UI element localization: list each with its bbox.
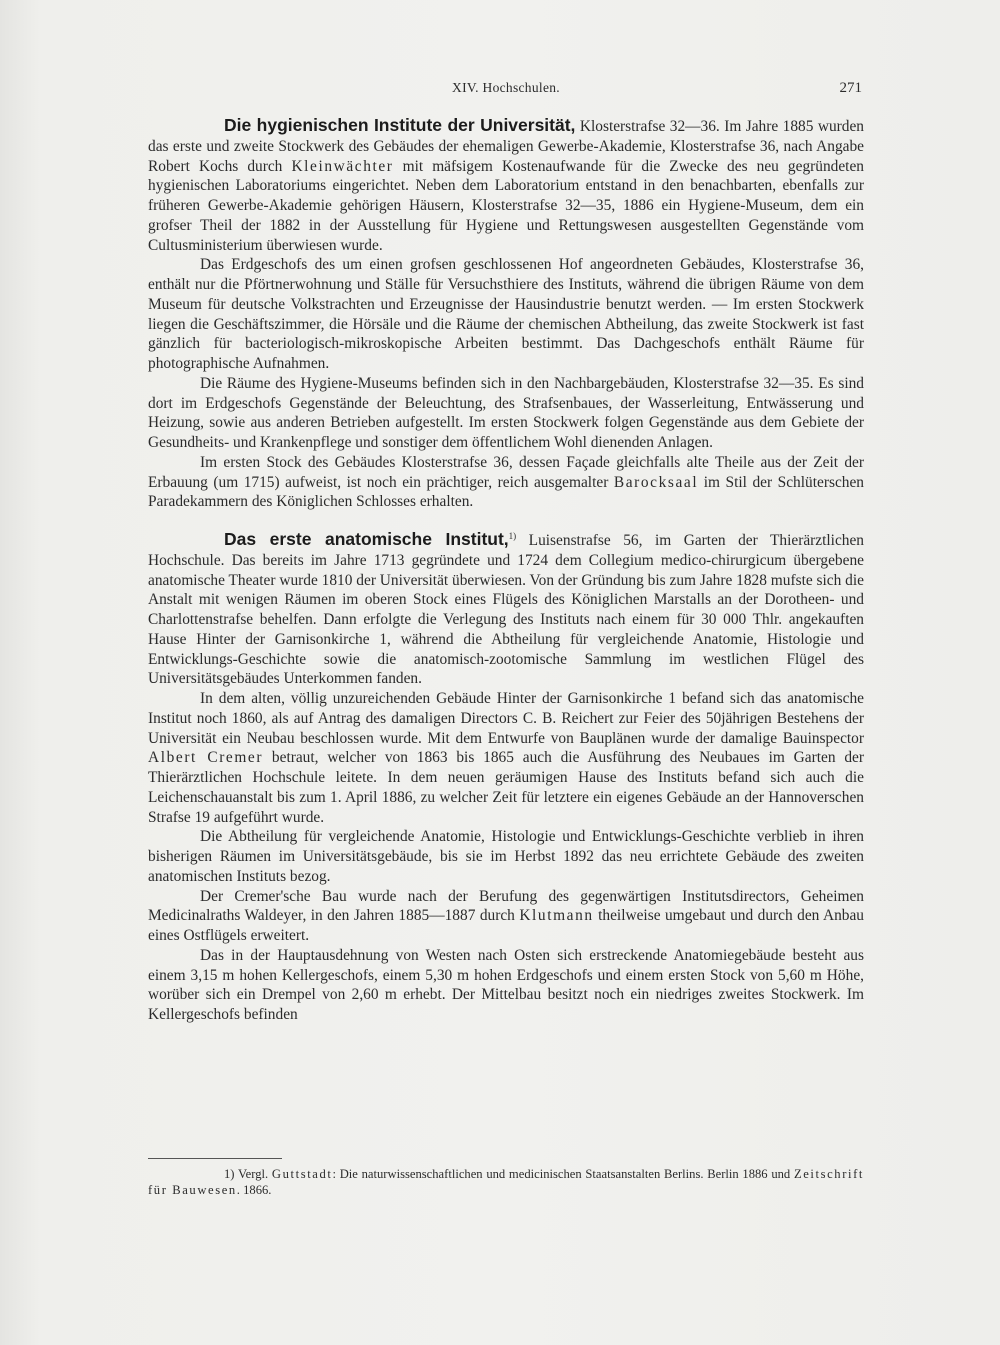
section1-paragraph-4 <box>148 453 864 512</box>
emphasized-name: Guttstadt <box>271 1167 333 1181</box>
text-run: Luisenstrafse 56, im Garten der Thierärztlichen Hochschule. Das bereits im Jahre 1713 gegründete und 1724 dem Collegium medico-chirurgicum übergebene anatomische Theater wurde 1810 der Universität überwiesen. Von der Gründung bis zum Jahre 1828 mufste sich die Anstalt mit wenigen Räumen im oberen Stock eines Flügels des Königlichen Marstalls an der Dorotheen- und Charlottenstrafse behelfen. Dann erfolgte die Verlegung des Instituts nach einem für 30 000 Thlr. angekauften Hause Hinter der Garnisonkirche 1, während die Abtheilung für vergleichende Anatomie, Histologie und Entwicklungs-Geschichte sowie die anatomisch-zootomische Sammlung im westlichen Flügel des Universitätsgebäudes Unterkommen fanden. <box>148 532 864 688</box>
text-run: . 1866. <box>236 1183 272 1197</box>
section1-paragraph-3: Die Räume des Hygiene-Museums befinden sich in den Nachbargebäuden, Klosterstrafse 32—35. Es sind dort im Erdgeschofs Gegenstände der Beleuchtung, des Strafsenbaues, der Wasserleitung, Entwässerung und Heizung, sowie aus anderen Betrieben aufgestellt. Im ersten Stockwerk folgen Gegenstände aus dem Gebiete der Gesundheits- und Krankenpflege und sonstiger dem öffentlichem Wohl dienenden Anlagen. <box>148 374 864 451</box>
section1-paragraph-2: Das Erdgeschofs des um einen grofsen geschlossenen Hof angeordneten Gebäudes, Klosterstrafse 36, enthält nur die Pförtnerwohnung und Ställe für Versuchsthiere des Instituts, während die übrigen Räume von dem Museum für deutsche Volkstrachten und Erzeugnisse der Hausindustrie benutzt werden. — Im ersten Stockwerk liegen die Geschäftszimmer, die Hörsäle und die Räume der chemischen Abtheilung, das zweite Stockwerk ist fast gänzlich für bacteriologisch-mikroskopische Arbeiten bestimmt. Das Dachgeschofs enthält Räume für photographische Aufnahmen. <box>148 256 864 372</box>
text-run: Der Cremer'sche Bau wurde nach der Berufung des gegenwärtigen Institutsdirectors, Geheimen Medicinalraths Waldeyer, in den Jahren 1885—1887 durch <box>148 887 864 925</box>
emphasized-name: Albert Cremer <box>148 749 264 767</box>
text-run: Klosterstrafse 32—36. Im Jahre 1885 wurden das erste und zweite Stockwerk des Gebäudes der ehemaligen Gewerbe-Akademie, Klosterstrafse 36, nach Angabe Robert Kochs durch <box>148 118 864 175</box>
footnote-divider <box>148 1158 282 1159</box>
emphasized-name: Klutmann <box>519 907 594 925</box>
text-run: Im ersten Stock des Gebäudes Klosterstrafse 36, dessen Façade gleichfalls alte Theile aus der Zeit der Erbauung (um 1715) aufweist, ist noch ein prächtiger, reich ausgemalter <box>148 453 864 491</box>
text-run: : Die naturwissenschaftlichen und medicinischen Staatsanstalten Berlins. Berlin 1886 und <box>332 1167 794 1181</box>
emphasized-title: Zeitschrift für Bauwesen <box>148 1167 864 1197</box>
section2-paragraph-5: Das in der Hauptausdehnung von Westen nach Osten sich erstreckende Anatomiegebäude besteht aus einem 3,15 m hohen Kellergeschofs, einem 5,30 m hohen Erdgeschofs und einem ersten Stock von 5,60 m Höhe, worüber sich ein Drempel von 2,60 m erhebt. Der Mittelbau besitzt noch ein niedriges zweites Stockwerk. Im Kellergeschofs befinden <box>148 946 864 1023</box>
text-run: im Stil der Schlüterschen Paradekammern des Königlichen Schlosses erhalten. <box>148 473 864 511</box>
text-run: betraut, welcher von 1863 bis 1865 auch die Ausführung des Neubaues im Garten der Thierärztlichen Hochschule leitete. In dem neuen geräumigen Hause des Instituts befand sich auch die Leichenschauanstalt bis zum 1. April 1886, zu welcher Zeit für letztere ein eigenes Gebäude an der Hannoverschen Strafse 19 aufgeführt wurde. <box>148 749 864 826</box>
emphasized-term: Barocksaal <box>613 473 699 491</box>
section2-heading: Das erste anatomische Institut, <box>224 529 509 549</box>
page-number: 271 <box>839 80 862 96</box>
text-run: 1) Vergl. <box>224 1167 272 1181</box>
text-run: In dem alten, völlig unzureichenden Gebäude Hinter der Garnisonkirche 1 befand sich das anatomische Institut noch 1860, als auf Antrag des damaligen Directors C. B. Reichert zur Feier des 50jährigen Bestehens der Universität ein Neubau beschlossen wurde. Mit dem Entwurfe von Bauplänen wurde der damalige Bauinspector <box>148 690 864 747</box>
section2-paragraph-1 <box>148 530 864 689</box>
footnote <box>148 1166 864 1198</box>
section2-paragraph-4 <box>148 887 864 946</box>
running-head <box>148 80 864 100</box>
section2-paragraph-2 <box>148 689 864 827</box>
footnote-marker: 1) <box>508 530 517 541</box>
body-text <box>148 116 864 1025</box>
text-run: mit mäfsigem Kostenaufwande für die Zwecke des neu gegründeten hygienischen Laboratoriums eingerichtet. Neben dem Laboratorium entstand in den benachbarten, ebenfalls zur früheren Gewerbe-Akademie gehörigen Häusern, Klosterstrafse 32—35, 1886 ein Hygiene-Museum, dem ein grofser Theil der 1882 in der Ausstellung für Hygiene und Rettungswesen ausgestellten Gegenstände vom Cultusministerium überwiesen wurde. <box>148 157 864 254</box>
section2-paragraph-3: Die Abtheilung für vergleichende Anatomie, Histologie und Entwicklungs-Geschichte verblieb in ihren bisherigen Räumen im Universitätsgebäude, bis sie im Herbst 1892 das neu errichtete Gebäude des zweiten anatomischen Instituts bezog. <box>148 828 864 885</box>
chapter-title: XIV. Hochschulen. <box>452 80 560 95</box>
section1-heading: Die hygienischen Institute der Universität, <box>224 115 576 135</box>
section1-paragraph-1 <box>148 116 864 255</box>
footnote-text <box>148 1166 864 1198</box>
emphasized-name: Kleinwächter <box>291 157 394 175</box>
text-run: theilweise umgebaut und durch den Anbau eines Ostflügels erweitert. <box>148 907 864 944</box>
